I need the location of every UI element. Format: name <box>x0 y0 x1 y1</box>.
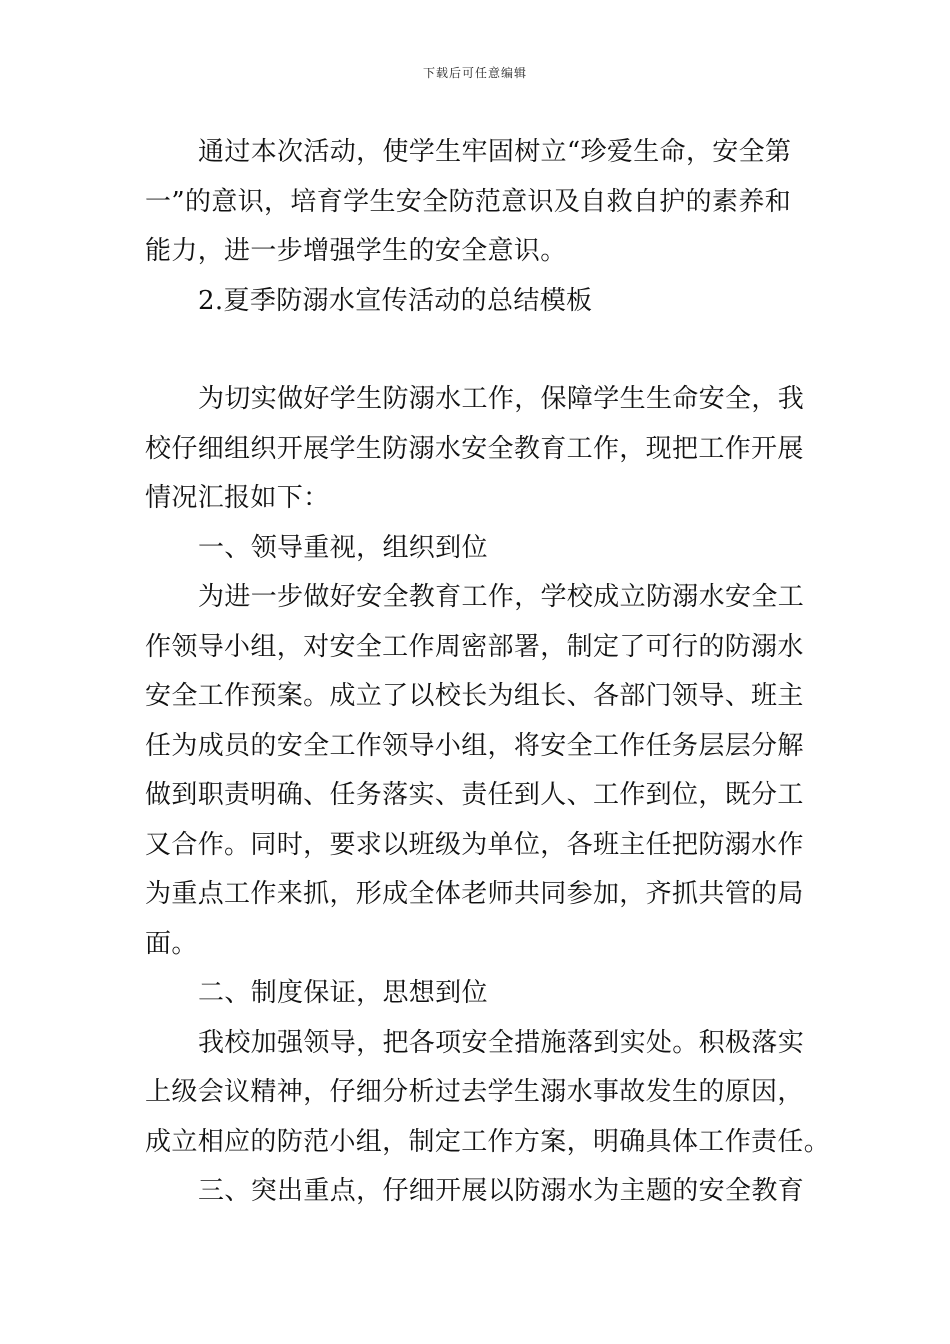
section-heading: 二、制度保证，思想到位 <box>198 978 488 1008</box>
text-block-2 <box>145 375 831 1217</box>
text-block-1 <box>145 128 810 326</box>
text-line: 上级会议精神，仔细分析过去学生溺水事故发生的原因， <box>145 1077 804 1107</box>
text-line: 又合作。同时，要求以班级为单位，各班主任把防溺水作 <box>145 829 804 860</box>
section-heading: 一、领导重视，组织到位 <box>198 532 488 563</box>
text-line: 能力，进一步增强学生的安全意识。 <box>145 236 567 266</box>
text-line: 作领导小组，对安全工作周密部署，制定了可行的防溺水 <box>145 631 804 662</box>
text-line: 通过本次活动，使学生牢固树立“珍爱生命，安全第 <box>198 137 792 167</box>
text-line: 为重点工作来抓，形成全体老师共同参加，齐抓共管的局 <box>145 879 804 909</box>
text-line: 任为成员的安全工作领导小组，将安全工作任务层层分解 <box>145 730 804 761</box>
text-line: 成立相应的防范小组，制定工作方案，明确具体工作责任。 <box>145 1126 831 1157</box>
section-title: 2.夏季防溺水宣传活动的总结模板 <box>198 285 593 316</box>
text-line: 为切实做好学生防溺水工作，保障学生生命安全，我 <box>198 384 805 414</box>
text-line: 安全工作预案。成立了以校长为组长、各部门领导、班主 <box>145 681 804 711</box>
header-note: 下载后可任意编辑 <box>422 66 527 80</box>
text-line: 为进一步做好安全教育工作，学校成立防溺水安全工 <box>198 582 805 612</box>
text-line: 校仔细组织开展学生防溺水安全教育工作，现把工作开展 <box>145 433 804 464</box>
text-line: 一”的意识，培育学生安全防范意识及自救自护的素养和 <box>145 186 792 217</box>
text-line: 面。 <box>145 928 198 959</box>
text-line: 做到职责明确、任务落实、责任到人、工作到位，既分工 <box>145 780 804 810</box>
text-line: 我校加强领导，把各项安全措施落到实处。积极落实 <box>198 1027 805 1058</box>
text-line: 情况汇报如下： <box>145 483 330 513</box>
section-heading: 三、突出重点，仔细开展以防溺水为主题的安全教育 <box>198 1176 805 1206</box>
